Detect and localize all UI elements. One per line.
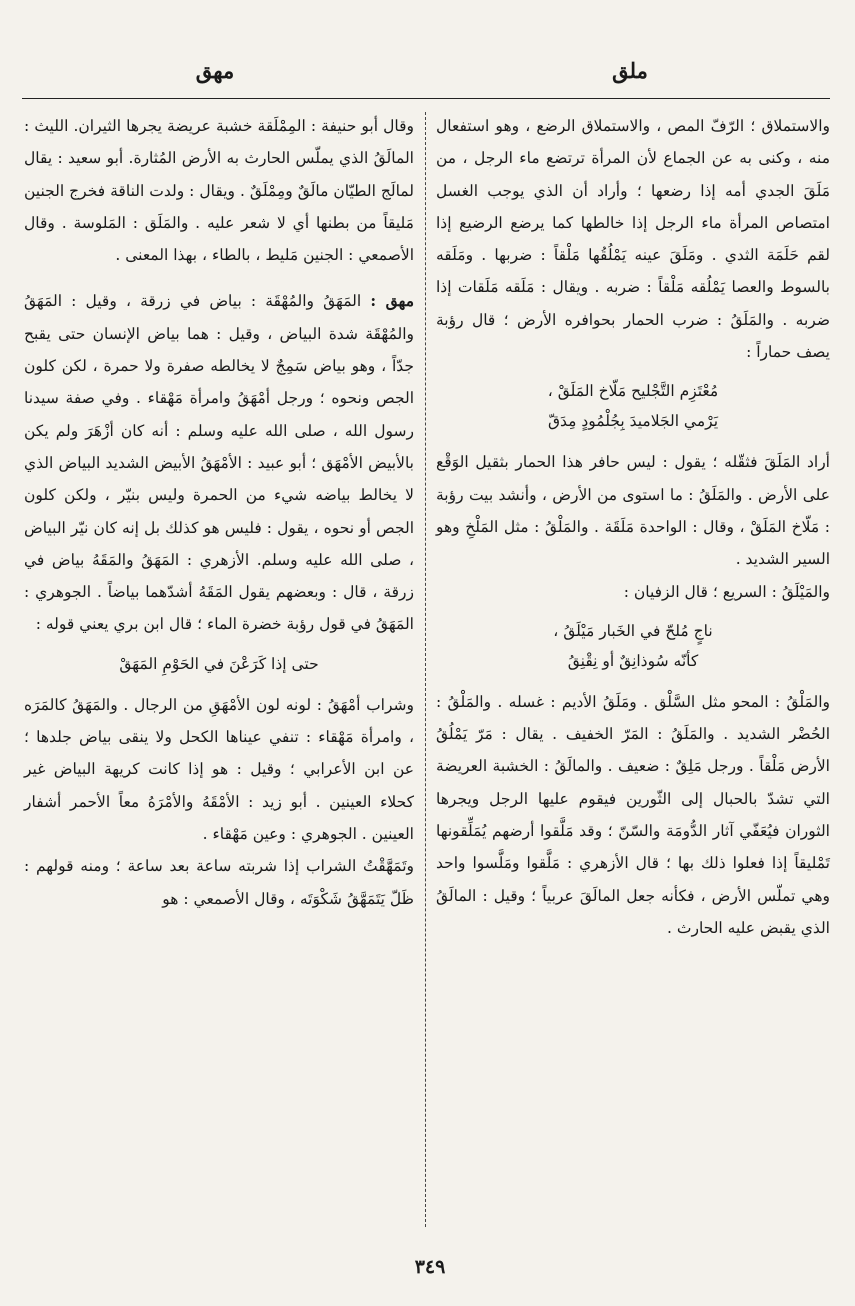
verse-line: مُعْتَزِم التَّجْليح مَلّاخ المَلَقْ ، — [547, 382, 719, 401]
paragraph: والمَيْلَقُ : السريع ؛ قال الزفيان : — [623, 582, 830, 601]
verse-block — [436, 608, 830, 686]
left-column — [24, 110, 414, 915]
paragraph: أراد المَلَقَ فثقّله ؛ يقول : ليس حافر هذا الحمار بثقيل الوَقْع على الأرض . والمَلَقُ : ما استوى من الأرض ، وأنشد بيت رؤبة : مَلّاخ المَلَقْ ، وقال : الواحدة مَلَقَة . والمَلْقُ : مثل المَلْخِ وهو السير الشديد . — [436, 453, 830, 569]
header-root-word-right: ملق — [612, 58, 648, 83]
verse-line: يَرْمي الجَلاميدَ بِجُلْمُودٍ مِدَقّ — [547, 412, 719, 431]
verse-line: ناجٍ مُلحّ في الخَبار مَيْلَقُ ، — [553, 621, 713, 640]
paragraph: والمَلْقُ : المحو مثل السَّلْق . ومَلَقُ الأديم : غسله . والمَلْقُ : الحُضْر الشديد . والمَلَقُ : المَرّ الخفيف . يقال : مَرّ يَمْلُقُ الأرض مَلْقاً . ورجل مَلِقٌ : ضعيف . والمالَقُ : الخشبة العريضة التي تشدّ بالحبال إلى الثّورين فيقوم عليها الرجل ويجرها الثوران فيُعَفّي آثار الدُّومَة والسّنّ ؛ وقد مَلَّقوا أرضهم يُمَلِّقونها تَمْليقاً إذا فعلوا ذلك بها ؛ قال الأزهري : مَلَّقوا ومَلَّسوا واحد وهي تملّس الأرض ، فكأنه جعل المالَقَ عربياً ؛ وقيل : المالَقُ الذي يقبض عليه الحارث . — [436, 692, 830, 937]
entry-headword: مهق : — [370, 291, 414, 311]
column-divider — [425, 112, 426, 1227]
verse-line: حتى إذا كَرَعْنَ في الحَوْمِ المَهَقْ — [119, 654, 319, 673]
verse-line: كأنّه سُوذانِقٌ أو نِقْنِقُ — [567, 651, 699, 670]
paragraph: وقال أبو حنيفة : المِمْلَقة خشبة عريضة يجرها الثيران. الليث : المالَقُ الذي يملّس الحارث به الأرض المُثارة. أبو سعيد : يقال لمالَج الطيّان مالَقٌ ومِمْلَقٌ . ويقال : ولدت الناقة فخرج الجنين مَليقاً من بطنها أي لا شعر عليه . والمَلَق : المَلوسة . وقال الأصمعي : الجنين مَليط ، بالطاء ، بهذا المعنى . — [24, 117, 414, 265]
header-root-word-left: مهق — [195, 58, 235, 83]
entry-paragraph — [24, 285, 414, 640]
verse-block — [436, 368, 830, 446]
verse-block — [24, 641, 414, 689]
header-rule — [22, 98, 830, 99]
paragraph: وشراب أمْهَقُ : لونه لون الأمْهَقِ من الرجال . والمَهَقُ كالمَرَه ، وامرأة مَهْقاء : تنفي عيناها الكحل ولا ينقى بياض جلدها ؛ عن ابن الأعرابي ؛ وقيل : هو إذا كانت كريهة البياض غير كحلاء العينين . أبو زيد : الأمْقَهُ والأمْرَهُ معاً الأحمر أشفار العينين . الجوهري : وعين مَهْقاء . — [24, 695, 414, 843]
entry-text: المَهَقُ والمُهْقَة : بياض في زرقة ، وقيل : المَهَقُ والمُهْقَة شدة البياض ، وقيل : هما بياض الإنسان حتى يقبح جدّاً ، وهو بياض سَمِجٌ لا يخالطه صفرة ولا حمرة ، لكن كلون الجص ونحوه ؛ ورجل أمْهَقُ وامرأة مَهْقاء . وفي صفة سيدنا رسول الله ، صلى الله عليه وسلم : أنه كان أزْهَرَ ولم يكن بالأبيض الأمْهَق ؛ أبو عبيد : الأمْهَقُ الأبيض الشديد البياض الذي لا يخالط بياضه شيء من الحمرة وليس بنيّر ، ولكن كلون الجص أو نحوه ، يقول : فليس هو كذلك بل إنه كان نيّر البياض ، صلى الله عليه وسلم. الأزهري : المَهَقُ والمَقَهُ بياض في زرقة ، قال : وبعضهم يقول المَقَهُ أشدّهما بياضاً . الجوهري : المَهَقُ في قول رؤبة خضرة الماء ؛ قال ابن بري يعني قوله : — [24, 292, 414, 634]
page-number: ٣٤٩ — [414, 1256, 446, 1278]
paragraph: وتَمَهَّقْتُ الشراب إذا شربته ساعة بعد ساعة ؛ ومنه قولهم : ظَلّ يَتَمَهَّقُ شَكْوَتَه ، وقال الأصمعي : هو — [24, 857, 414, 908]
entry-gap — [24, 271, 414, 285]
paragraph: والاستملاق ؛ الرّفّ المص ، والاستملاق الرضع ، وهو استفعال منه ، وكنى به عن الجماع لأن المرأة ترتضع ماء الرجل ، من مَلَقَ الجدي أمه إذا رضعها ؛ وأراد أن الذي يوجب الغسل امتصاص المرأة ماء الرجل إذا خالطها كما يرضع الرضيع إذا لقم حَلَمَة الثدي . ومَلَقَ عينه يَمْلُقُها مَلْقاً : ضربها . ومَلَقه بالسوط والعصا يَمْلُقه مَلْقاً : ضربه . ويقال : مَلَقه مَلَقات إذا ضربه . والمَلَقُ : ضرب الحمار بحوافره الأرض ؛ قال رؤبة يصف حماراً : — [436, 117, 830, 362]
right-column — [436, 110, 830, 944]
